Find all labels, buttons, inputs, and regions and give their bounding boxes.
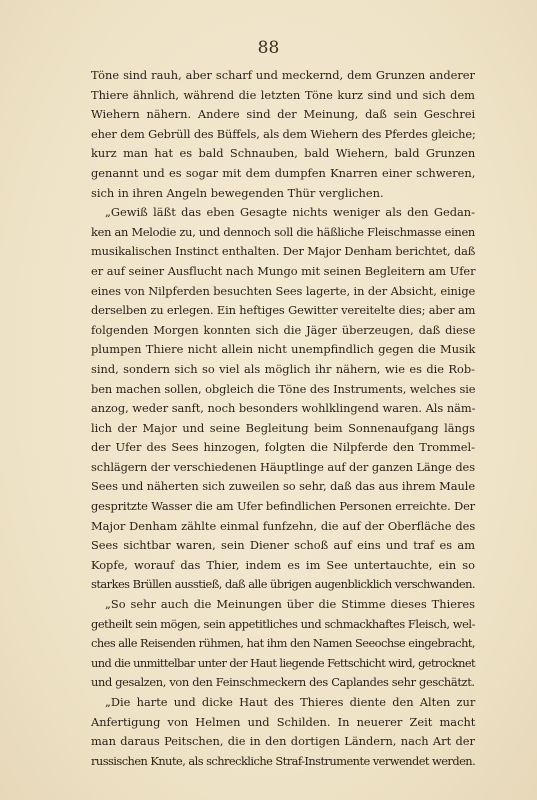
text-line: „Gewiß läßt das eben Gesagte nichts weniger als den Gedan- <box>105 205 475 220</box>
text-line: ches alle Reisenden rühmen, hat ihm den Namen Seeochse eingebracht, <box>91 636 475 651</box>
text-line: folgenden Morgen konnten sich die Jäger überzeugen, daß diese <box>91 322 476 337</box>
text-line: Töne sind rauh, aber scharf und meckernd, dem Grunzen anderer <box>91 68 475 82</box>
text-line: eines von Nilpferden besuchten Sees lagerte, in der Absicht, einige <box>91 283 476 298</box>
paragraph <box>91 693 475 771</box>
text-line: sind, sondern sich so viel als möglich ihr nähern, wie es die Rob- <box>91 361 475 376</box>
text-line: gespritzte Wasser die am Ufer befindlichen Personen erreichte. Der <box>91 499 475 514</box>
text-line: Sees und näherten sich zuweilen so sehr, daß das aus ihrem Maule <box>91 479 475 494</box>
text-line: „So sehr auch die Meinungen über die Stimme dieses Thieres <box>105 597 475 612</box>
text-line: „Die harte und dicke Haut des Thieres diente den Alten zur <box>105 695 476 709</box>
text-line: man daraus Peitschen, die in den dortigen Ländern, nach Art der <box>91 734 475 749</box>
text-line: sich in ihren Angeln bewegenden Thür verglichen. <box>91 185 384 200</box>
text-line: russischen Knute, als schreckliche Straf-Instrumente verwendet werden. <box>91 753 476 768</box>
text-line: getheilt sein mögen, sein appetitliches und schmackhaftes Fleisch, wel- <box>91 616 475 631</box>
text-line: genannt und es sogar mit dem dumpfen Knarren einer schweren, <box>91 165 476 180</box>
paragraph <box>91 595 475 693</box>
text-line: Anfertigung von Helmen und Schilden. In neuerer Zeit macht <box>91 714 476 729</box>
text-line: Major Denham zählte einmal funfzehn, die auf der Oberfläche des <box>91 518 476 533</box>
text-line: kurz man hat es bald Schnauben, bald Wiehern, bald Grunzen <box>91 146 476 161</box>
text-line: derselben zu erlegen. Ein heftiges Gewitter vereitelte dies; aber am <box>91 303 476 318</box>
page-number: 88 <box>257 38 280 58</box>
text-line: anzog, weder sanft, noch besonders wohlklingend waren. Als näm- <box>91 401 476 416</box>
body-text <box>91 66 475 771</box>
text-line: und gesalzen, von den Feinschmeckern des Caplandes sehr geschätzt. <box>91 675 475 690</box>
text-line: Sees sichtbar waren, sein Diener schoß auf eins und traf es am <box>91 538 475 553</box>
text-line: Kopfe, worauf das Thier, indem es im See untertauchte, ein so <box>91 557 475 572</box>
text-line: eher dem Gebrüll des Büffels, als dem Wiehern des Pferdes gleiche; <box>91 126 476 141</box>
text-line: plumpen Thiere nicht allein nicht unempfindlich gegen die Musik <box>91 342 476 357</box>
text-line: Wiehern nähern. Andere sind der Meinung, daß sein Geschrei <box>91 107 476 122</box>
paragraph <box>91 203 475 595</box>
text-line: schlägern der verschiedenen Häuptlinge auf der ganzen Länge des <box>91 459 475 474</box>
paragraph <box>91 66 475 203</box>
text-line: musikalischen Instinct enthalten. Der Major Denham berichtet, daß <box>91 244 476 259</box>
text-line: Thiere ähnlich, während die letzten Töne kurz sind und sich dem <box>91 87 475 102</box>
text-line: der Ufer des Sees hinzogen, folgten die Nilpferde den Trommel- <box>91 440 475 455</box>
text-line: starkes Brüllen ausstieß, daß alle übrigen augenblicklich verschwanden. <box>91 577 476 592</box>
text-line: ben machen sollen, obgleich die Töne des Instruments, welches sie <box>91 381 476 396</box>
text-line: und die unmittelbar unter der Haut liegende Fettschicht wird, getrocknet <box>91 655 475 670</box>
text-line: er auf seiner Ausflucht nach Mungo mit seinen Begleitern am Ufer <box>91 263 476 278</box>
text-line: lich der Major und seine Begleitung beim Sonnenaufgang längs <box>91 420 475 435</box>
text-line: ken an Melodie zu, und dennoch soll die häßliche Fleischmasse einen <box>91 224 475 239</box>
